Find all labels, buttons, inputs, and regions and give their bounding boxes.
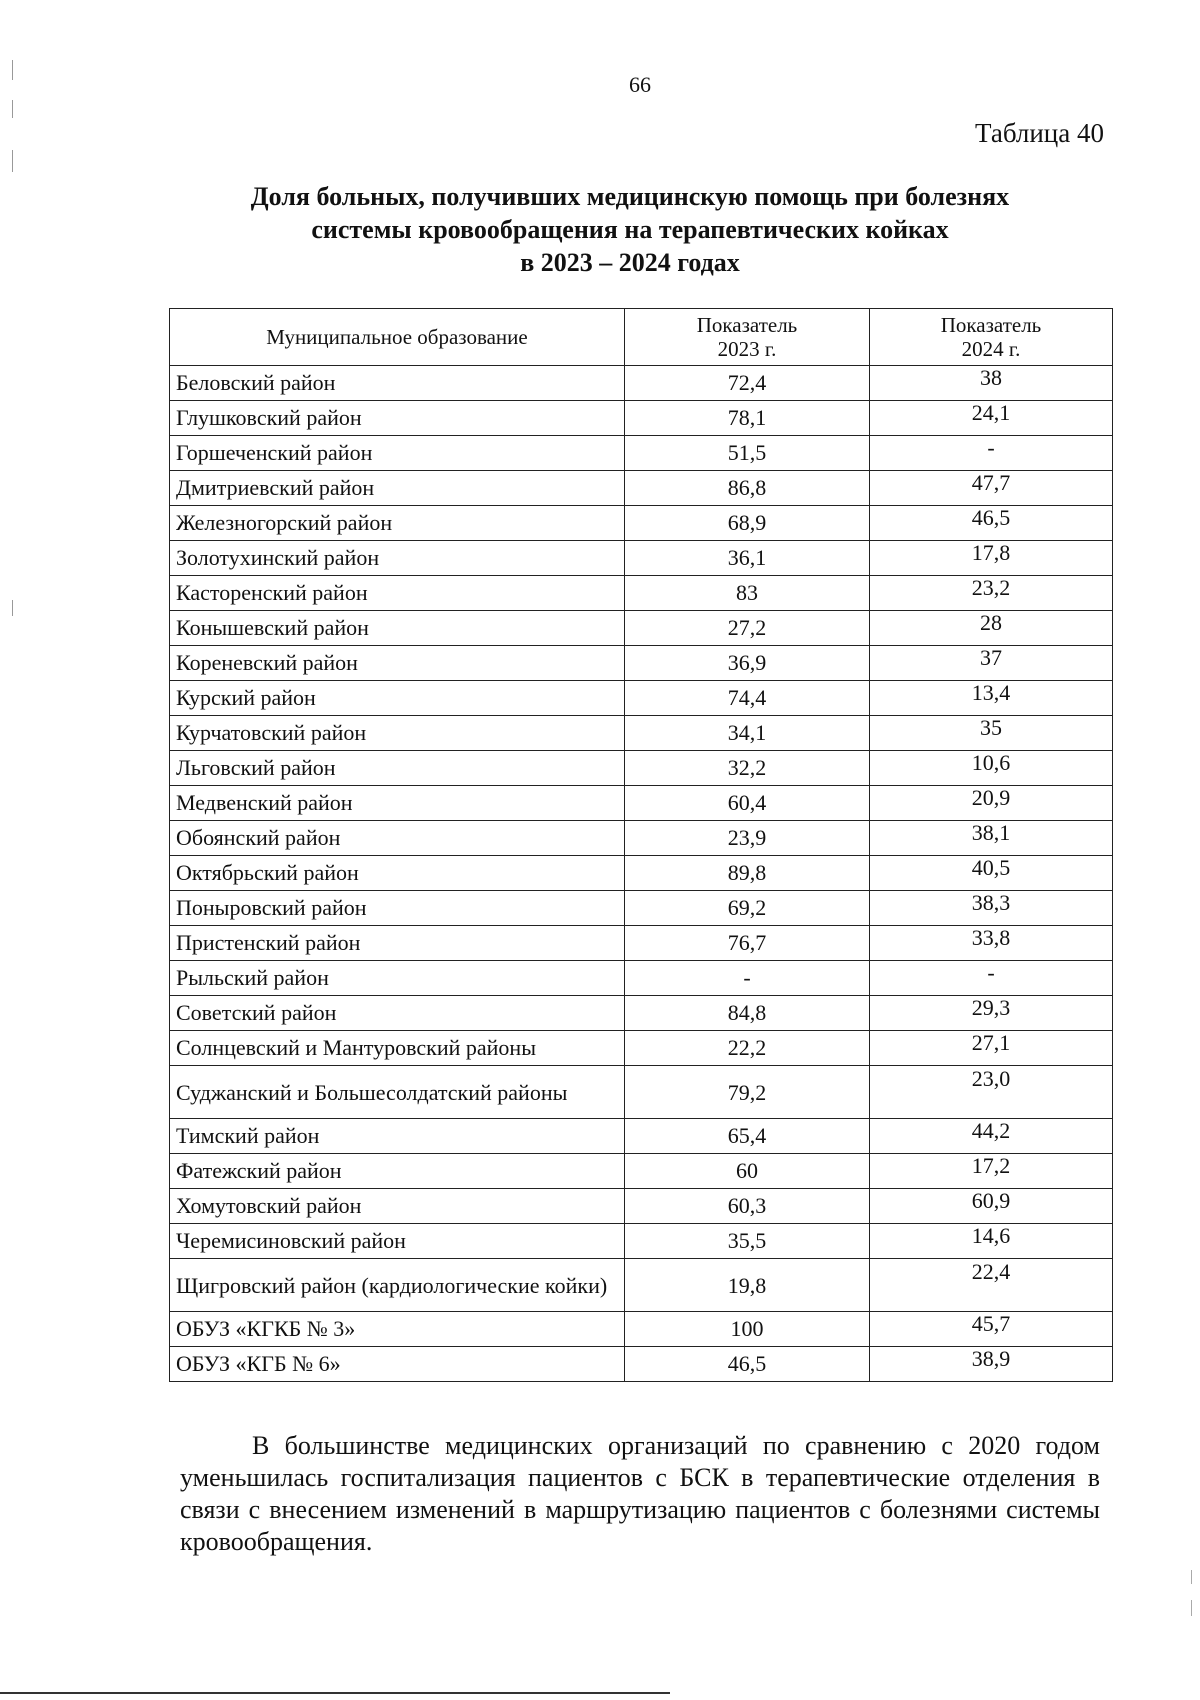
- cell-value-2024: -: [870, 961, 1113, 996]
- cell-value-2023: 65,4: [625, 1119, 870, 1154]
- table-row: [170, 471, 1113, 506]
- margin-mark: [12, 600, 13, 616]
- title-line-2: системы кровообращения на терапевтических койках: [311, 215, 949, 244]
- cell-value-2024: -: [870, 436, 1113, 471]
- table-row: [170, 1259, 1113, 1312]
- cell-value-2024: 60,9: [870, 1189, 1113, 1224]
- cell-value-2023: 27,2: [625, 611, 870, 646]
- table-row: [170, 506, 1113, 541]
- table-label: Таблица 40: [975, 118, 1104, 148]
- page-number: 66: [629, 72, 651, 97]
- cell-value-2024: 37: [870, 646, 1113, 681]
- cell-value-2023: 84,8: [625, 996, 870, 1031]
- cell-value-2024: 24,1: [870, 401, 1113, 436]
- cell-value-2023: 19,8: [625, 1259, 870, 1312]
- cell-value-2023: 60,3: [625, 1189, 870, 1224]
- cell-municipality: Хомутовский район: [170, 1189, 625, 1224]
- table-row: [170, 541, 1113, 576]
- margin-mark: [12, 60, 13, 80]
- table-row: [170, 366, 1113, 401]
- cell-value-2024: 45,7: [870, 1312, 1113, 1347]
- cell-municipality: Кореневский район: [170, 646, 625, 681]
- cell-value-2024: 22,4: [870, 1259, 1113, 1312]
- table-row: [170, 611, 1113, 646]
- table-row: [170, 961, 1113, 996]
- margin-mark: [1191, 1600, 1192, 1616]
- cell-value-2024: 27,1: [870, 1031, 1113, 1066]
- cell-value-2024: 40,5: [870, 856, 1113, 891]
- scan-edge-line: [0, 1692, 670, 1694]
- cell-value-2024: 14,6: [870, 1224, 1113, 1259]
- cell-municipality: Рыльский район: [170, 961, 625, 996]
- cell-municipality: Курчатовский район: [170, 716, 625, 751]
- table-header-row: [170, 309, 1113, 366]
- cell-municipality: Беловский район: [170, 366, 625, 401]
- data-table: [169, 308, 1113, 1382]
- cell-municipality: Советский район: [170, 996, 625, 1031]
- table-row: [170, 856, 1113, 891]
- cell-municipality: Железногорский район: [170, 506, 625, 541]
- table-row: [170, 716, 1113, 751]
- cell-value-2023: 83: [625, 576, 870, 611]
- cell-municipality: Дмитриевский район: [170, 471, 625, 506]
- header-2024: [870, 309, 1113, 366]
- margin-mark: [12, 100, 13, 118]
- cell-value-2024: 38,1: [870, 821, 1113, 856]
- cell-value-2024: 29,3: [870, 996, 1113, 1031]
- cell-value-2023: 74,4: [625, 681, 870, 716]
- table-row: [170, 401, 1113, 436]
- table-row: [170, 1031, 1113, 1066]
- table-row: [170, 1347, 1113, 1382]
- table-row: [170, 926, 1113, 961]
- cell-value-2023: 86,8: [625, 471, 870, 506]
- cell-municipality: Фатежский район: [170, 1154, 625, 1189]
- cell-value-2024: 46,5: [870, 506, 1113, 541]
- cell-municipality: Пристенский район: [170, 926, 625, 961]
- cell-value-2024: 44,2: [870, 1119, 1113, 1154]
- cell-value-2023: 89,8: [625, 856, 870, 891]
- cell-value-2024: 33,8: [870, 926, 1113, 961]
- header-2023-line-1: Показатель: [696, 313, 798, 337]
- cell-value-2023: 46,5: [625, 1347, 870, 1382]
- table-row: [170, 1154, 1113, 1189]
- cell-value-2023: 51,5: [625, 436, 870, 471]
- cell-value-2024: 13,4: [870, 681, 1113, 716]
- table-row: [170, 681, 1113, 716]
- cell-municipality: Солнцевский и Мантуровский районы: [170, 1031, 625, 1066]
- cell-municipality: Курский район: [170, 681, 625, 716]
- title-line-1: Доля больных, получивших медицинскую помощь при болезнях: [250, 182, 1010, 211]
- table-row: [170, 751, 1113, 786]
- cell-value-2023: 36,9: [625, 646, 870, 681]
- cell-value-2024: 35: [870, 716, 1113, 751]
- cell-value-2024: 38: [870, 366, 1113, 401]
- header-2023-line-2: 2023 г.: [717, 337, 777, 361]
- cell-value-2023: 79,2: [625, 1066, 870, 1119]
- cell-value-2024: 17,8: [870, 541, 1113, 576]
- table-row: [170, 1224, 1113, 1259]
- margin-mark: [12, 150, 13, 172]
- cell-value-2023: 36,1: [625, 541, 870, 576]
- header-2024-line-1: Показатель: [940, 313, 1042, 337]
- cell-municipality: ОБУЗ «КГКБ № 3»: [170, 1312, 625, 1347]
- cell-municipality: Тимский район: [170, 1119, 625, 1154]
- cell-municipality: Поныровский район: [170, 891, 625, 926]
- cell-value-2023: 69,2: [625, 891, 870, 926]
- cell-value-2023: 78,1: [625, 401, 870, 436]
- cell-value-2024: 38,9: [870, 1347, 1113, 1382]
- header-municipality: Муниципальное образование: [170, 309, 625, 366]
- table-row: [170, 436, 1113, 471]
- cell-value-2023: 34,1: [625, 716, 870, 751]
- cell-value-2023: 22,2: [625, 1031, 870, 1066]
- cell-value-2023: 32,2: [625, 751, 870, 786]
- title-line-3: в 2023 – 2024 годах: [520, 248, 740, 277]
- header-2023: [625, 309, 870, 366]
- cell-value-2023: 60: [625, 1154, 870, 1189]
- cell-municipality: Конышевский район: [170, 611, 625, 646]
- margin-mark: [1191, 1570, 1192, 1584]
- table-row: [170, 891, 1113, 926]
- cell-municipality: Октябрьский район: [170, 856, 625, 891]
- cell-value-2023: 100: [625, 1312, 870, 1347]
- table-title: [180, 180, 1080, 279]
- table-row: [170, 1189, 1113, 1224]
- cell-value-2023: 23,9: [625, 821, 870, 856]
- cell-value-2024: 47,7: [870, 471, 1113, 506]
- cell-municipality: Суджанский и Большесолдатский районы: [170, 1066, 625, 1119]
- cell-municipality: Золотухинский район: [170, 541, 625, 576]
- cell-municipality: Обоянский район: [170, 821, 625, 856]
- cell-value-2023: -: [625, 961, 870, 996]
- cell-value-2023: 76,7: [625, 926, 870, 961]
- table-row: [170, 576, 1113, 611]
- table-row: [170, 1066, 1113, 1119]
- header-2024-line-2: 2024 г.: [961, 337, 1021, 361]
- cell-municipality: Горшеченский район: [170, 436, 625, 471]
- table-row: [170, 1119, 1113, 1154]
- cell-value-2023: 60,4: [625, 786, 870, 821]
- table-row: [170, 821, 1113, 856]
- cell-municipality: Щигровский район (кардиологические койки): [170, 1259, 625, 1312]
- cell-municipality: Медвенский район: [170, 786, 625, 821]
- cell-value-2024: 23,0: [870, 1066, 1113, 1119]
- body-paragraph: В большинстве медицинских организаций по сравнению с 2020 годом уменьшилась госпитализация пациентов с БСК в терапевтические отделения в связи с внесением изменений в маршрутизацию пациентов с болезнями системы кровообращения.: [180, 1431, 1100, 1556]
- table-row: [170, 1312, 1113, 1347]
- table-body: [170, 366, 1113, 1382]
- cell-municipality: Касторенский район: [170, 576, 625, 611]
- cell-value-2023: 35,5: [625, 1224, 870, 1259]
- cell-value-2023: 68,9: [625, 506, 870, 541]
- cell-value-2023: 72,4: [625, 366, 870, 401]
- cell-value-2024: 23,2: [870, 576, 1113, 611]
- cell-value-2024: 10,6: [870, 751, 1113, 786]
- cell-municipality: Глушковский район: [170, 401, 625, 436]
- table-row: [170, 996, 1113, 1031]
- cell-municipality: Льговский район: [170, 751, 625, 786]
- cell-value-2024: 28: [870, 611, 1113, 646]
- cell-value-2024: 17,2: [870, 1154, 1113, 1189]
- cell-value-2024: 20,9: [870, 786, 1113, 821]
- cell-municipality: ОБУЗ «КГБ № 6»: [170, 1347, 625, 1382]
- cell-value-2024: 38,3: [870, 891, 1113, 926]
- table-row: [170, 646, 1113, 681]
- cell-municipality: Черемисиновский район: [170, 1224, 625, 1259]
- table-row: [170, 786, 1113, 821]
